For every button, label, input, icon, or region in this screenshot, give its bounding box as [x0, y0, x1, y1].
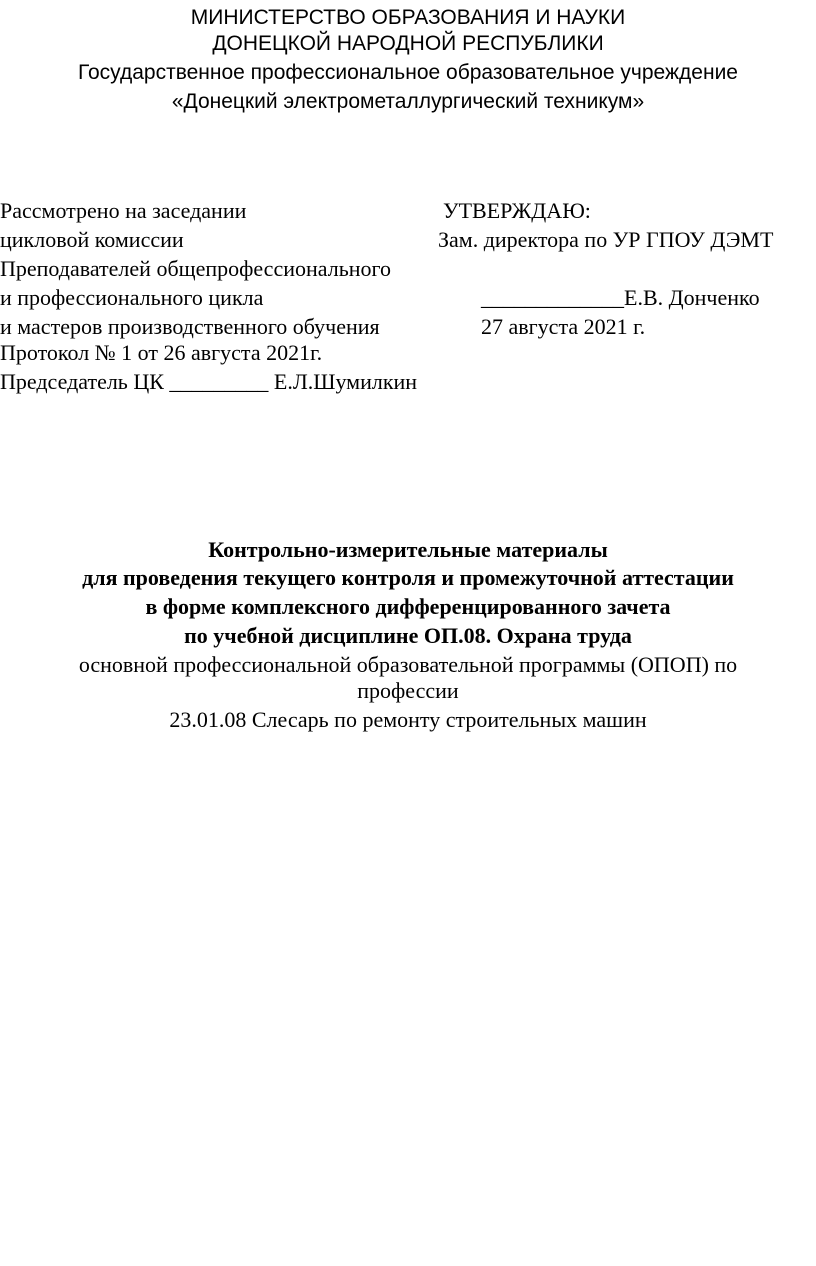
considered-line-3: Преподавателей общепрофессионального: [0, 256, 391, 281]
chairman-line: Председатель ЦК _________ Е.Л.Шумилкин: [0, 369, 418, 394]
discipline-line: по учебной дисциплине ОП.08. Охрана труда: [184, 623, 632, 648]
profession-name: 23.01.08 Слесарь по ремонту строительных машин: [169, 707, 647, 732]
approver-position: Зам. директора по УР ГПОУ ДЭМТ: [438, 227, 774, 252]
protocol-line: Протокол № 1 от 26 августа 2021г.: [0, 340, 323, 365]
title-line-3: в форме комплексного дифференцированного зачета: [145, 594, 671, 619]
approver-signature-line: _____________Е.В. Донченко: [481, 285, 760, 310]
institution-type: Государственное профессиональное образовательное учреждение: [78, 61, 738, 84]
approval-date: 27 августа 2021 г.: [481, 314, 646, 339]
considered-line-1: Рассмотрено на заседании: [0, 198, 247, 223]
program-line: основной профессиональной образовательной программы (ОПОП) по: [78, 652, 738, 677]
document-title: Контрольно-измерительные материалы: [208, 537, 608, 562]
profession-label: профессии: [357, 678, 459, 703]
ministry-name: МИНИСТЕРСТВО ОБРАЗОВАНИЯ И НАУКИ: [190, 6, 626, 29]
considered-line-4: и профессионального цикла: [0, 285, 264, 310]
approval-heading: УТВЕРЖДАЮ:: [443, 198, 591, 223]
republic-name: ДОНЕЦКОЙ НАРОДНОЙ РЕСПУБЛИКИ: [212, 32, 604, 55]
title-line-2: для проведения текущего контроля и промежуточной аттестации: [82, 565, 734, 590]
considered-line-5: и мастеров производственного обучения: [0, 314, 380, 339]
institution-name: «Донецкий электрометаллургический техникум»: [171, 90, 645, 113]
considered-line-2: цикловой комиссии: [0, 227, 184, 252]
